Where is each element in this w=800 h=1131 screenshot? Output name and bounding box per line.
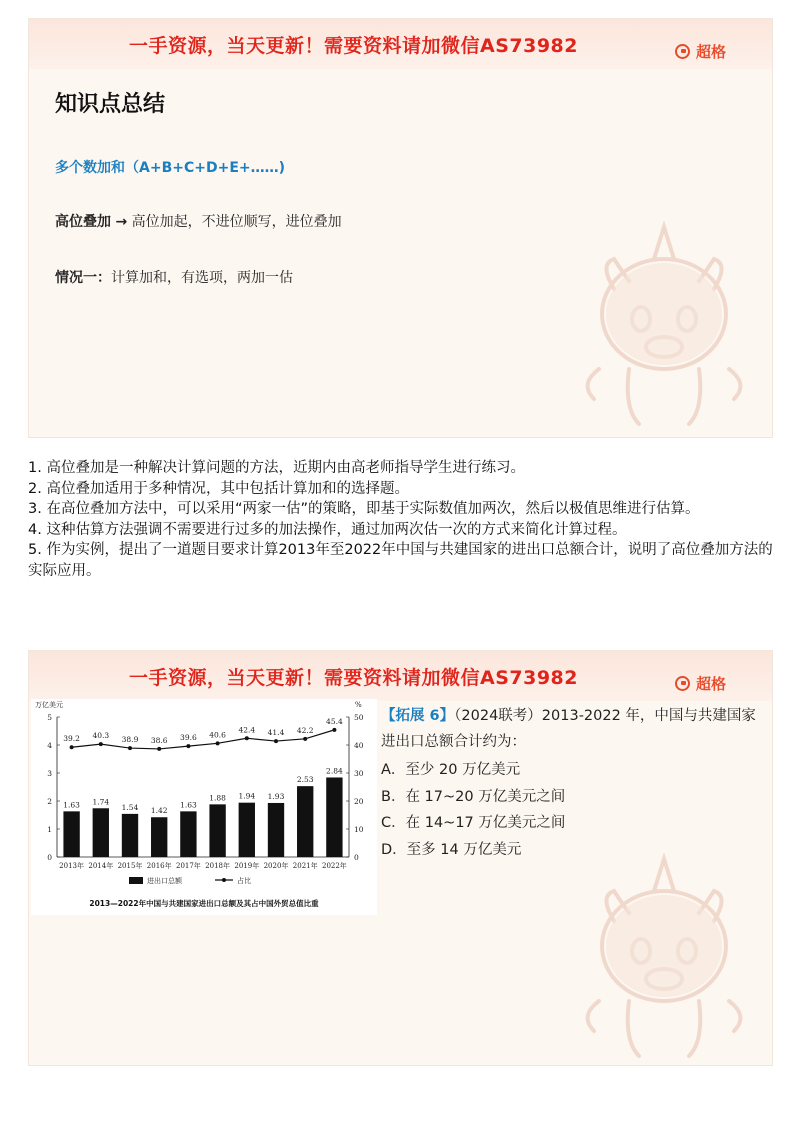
y2-tick-label: 40 xyxy=(354,741,364,750)
summary-item: 5. 作为实例，提出了一道题目要求计算2013年至2022年中国与共建国家的进出口总额合计，说明了高位叠加方法的实际应用。 xyxy=(28,542,773,579)
summary-item: 4. 这种估算方法强调不需要进行过多的加法操作，通过加两次估一次的方式来简化计算过程。 xyxy=(28,521,627,538)
y2-tick-label: 50 xyxy=(354,713,364,722)
bar-value-label: 1.54 xyxy=(121,802,139,812)
bar-2016年 xyxy=(151,817,167,857)
y2-tick-label: 30 xyxy=(354,769,364,778)
share-point-2020年 xyxy=(274,739,278,743)
share-point-2017年 xyxy=(186,744,190,748)
x-tick-label: 2014年 xyxy=(88,862,114,870)
y-tick-label: 3 xyxy=(47,769,52,778)
promo-banner-text: 一手资源，当天更新！需要资料请加微信AS73982 xyxy=(129,667,578,689)
summary-list xyxy=(28,458,773,581)
unicorn-mascot-icon xyxy=(569,219,759,429)
share-value-label: 42.4 xyxy=(238,725,256,735)
brand-g-icon xyxy=(675,44,690,59)
brand-name: 超格 xyxy=(695,43,726,61)
y2-tick-label: 0 xyxy=(354,853,359,862)
share-point-2022年 xyxy=(332,728,336,732)
x-tick-label: 2021年 xyxy=(292,862,318,870)
slide-practice-question xyxy=(28,650,773,1066)
summary-item: 1. 高位叠加是一种解决计算问题的方法，近期内由高老师指导学生进行练习。 xyxy=(28,460,525,476)
case-line xyxy=(55,267,293,287)
bar-2018年 xyxy=(209,804,225,857)
question-stem xyxy=(381,703,761,755)
legend-line-label: 占比 xyxy=(237,877,251,885)
option-b: B．在 17~20 万亿美元之间 xyxy=(381,788,566,805)
share-line xyxy=(72,730,335,749)
x-tick-label: 2019年 xyxy=(234,862,260,870)
rule-line xyxy=(55,211,342,231)
option-d: D．至多 14 万亿美元 xyxy=(381,841,522,858)
bar-value-label: 1.74 xyxy=(92,797,110,807)
question-text: （2024联考）2013-2022 年，中国与共建国家进出口总额合计约为： xyxy=(381,708,756,750)
y-tick-label: 1 xyxy=(47,825,52,834)
bar-2013年 xyxy=(63,811,79,857)
share-point-2018年 xyxy=(216,741,220,745)
y-tick-label: 5 xyxy=(47,713,52,722)
share-point-2013年 xyxy=(70,745,74,749)
share-point-2019年 xyxy=(245,736,249,740)
share-value-label: 40.6 xyxy=(209,730,226,740)
bar-value-label: 1.93 xyxy=(267,791,285,801)
chart-svg xyxy=(31,699,377,915)
brand-logo xyxy=(675,41,726,62)
option-a: A．至少 20 万亿美元 xyxy=(381,762,521,778)
share-value-label: 38.6 xyxy=(150,735,168,745)
summary-item: 3. 在高位叠加方法中，可以采用“两家一估”的策略，即基于实际数值加两次，然后以极值思维进行估算。 xyxy=(28,501,700,517)
y-axis-label: 万亿美元 xyxy=(35,701,63,709)
bar-value-label: 1.94 xyxy=(238,791,256,801)
option-c: C．在 14~17 万亿美元之间 xyxy=(381,815,566,831)
legend-line-marker xyxy=(222,878,226,882)
slide-knowledge-summary xyxy=(28,18,773,438)
brand-g-icon xyxy=(675,676,690,691)
question-block xyxy=(381,703,761,863)
share-value-label: 40.3 xyxy=(92,731,110,741)
share-point-2021年 xyxy=(303,737,307,741)
option-list xyxy=(381,757,761,863)
y-tick-label: 0 xyxy=(47,853,52,862)
chart-title: 2013—2022年中国与共建国家进出口总额及其占中国外贸总值比重 xyxy=(89,899,319,908)
legend-bar-label: 进出口总额 xyxy=(147,877,182,885)
share-point-2015年 xyxy=(128,746,132,750)
question-tag: 【拓展 6】 xyxy=(381,708,455,724)
bar-2020年 xyxy=(268,803,284,857)
x-tick-label: 2015年 xyxy=(117,862,143,870)
section-subtitle: 多个数加和（A+B+C+D+E+……) xyxy=(55,160,286,176)
share-value-label: 39.6 xyxy=(180,733,197,743)
promo-banner-text: 一手资源，当天更新！需要资料请加微信AS73982 xyxy=(129,35,578,57)
x-tick-label: 2017年 xyxy=(175,862,201,870)
share-value-label: 45.4 xyxy=(326,716,343,726)
bar-value-label: 1.63 xyxy=(63,800,80,810)
share-value-label: 39.2 xyxy=(63,734,80,744)
y-tick-label: 4 xyxy=(47,741,52,750)
case-label: 情况一： xyxy=(55,270,111,286)
y-tick-label: 2 xyxy=(47,797,52,806)
share-point-2016年 xyxy=(157,747,161,751)
y2-tick-label: 10 xyxy=(354,825,364,834)
x-tick-label: 2018年 xyxy=(205,862,231,870)
promo-banner xyxy=(29,19,772,69)
share-value-label: 42.2 xyxy=(296,725,314,735)
trade-chart xyxy=(31,699,377,915)
share-point-2014年 xyxy=(99,742,103,746)
bar-2017年 xyxy=(180,811,196,857)
bar-value-label: 1.63 xyxy=(180,800,197,810)
rule-term: 高位叠加 xyxy=(55,214,111,230)
share-value-label: 38.9 xyxy=(121,735,139,745)
page-title: 知识点总结 xyxy=(55,92,166,117)
x-tick-label: 2013年 xyxy=(59,862,85,870)
bar-2021年 xyxy=(297,786,313,857)
x-tick-label: 2016年 xyxy=(146,862,172,870)
case-description: 计算加和，有选项，两加一估 xyxy=(111,270,293,286)
bar-2019年 xyxy=(239,803,255,857)
y2-axis-label: % xyxy=(355,701,362,709)
bar-value-label: 2.84 xyxy=(326,766,343,776)
brand-name: 超格 xyxy=(695,675,726,693)
bar-2014年 xyxy=(93,808,109,857)
legend-bar-swatch xyxy=(129,877,143,884)
bar-2015年 xyxy=(122,814,138,857)
arrow-icon: → xyxy=(115,214,128,230)
summary-item: 2. 高位叠加适用于多种情况，其中包括计算加和的选择题。 xyxy=(28,480,409,497)
share-value-label: 41.4 xyxy=(267,728,285,738)
promo-banner xyxy=(29,651,772,701)
x-tick-label: 2022年 xyxy=(321,862,347,870)
bar-value-label: 1.42 xyxy=(150,806,168,816)
bar-value-label: 1.88 xyxy=(209,793,226,803)
bar-2022年 xyxy=(326,777,342,857)
rule-description: 高位加起，不进位顺写，进位叠加 xyxy=(131,214,342,230)
bar-value-label: 2.53 xyxy=(296,775,314,785)
x-tick-label: 2020年 xyxy=(263,862,289,870)
unicorn-mascot-icon xyxy=(569,851,759,1061)
y2-tick-label: 20 xyxy=(354,797,364,806)
brand-logo xyxy=(675,673,726,694)
